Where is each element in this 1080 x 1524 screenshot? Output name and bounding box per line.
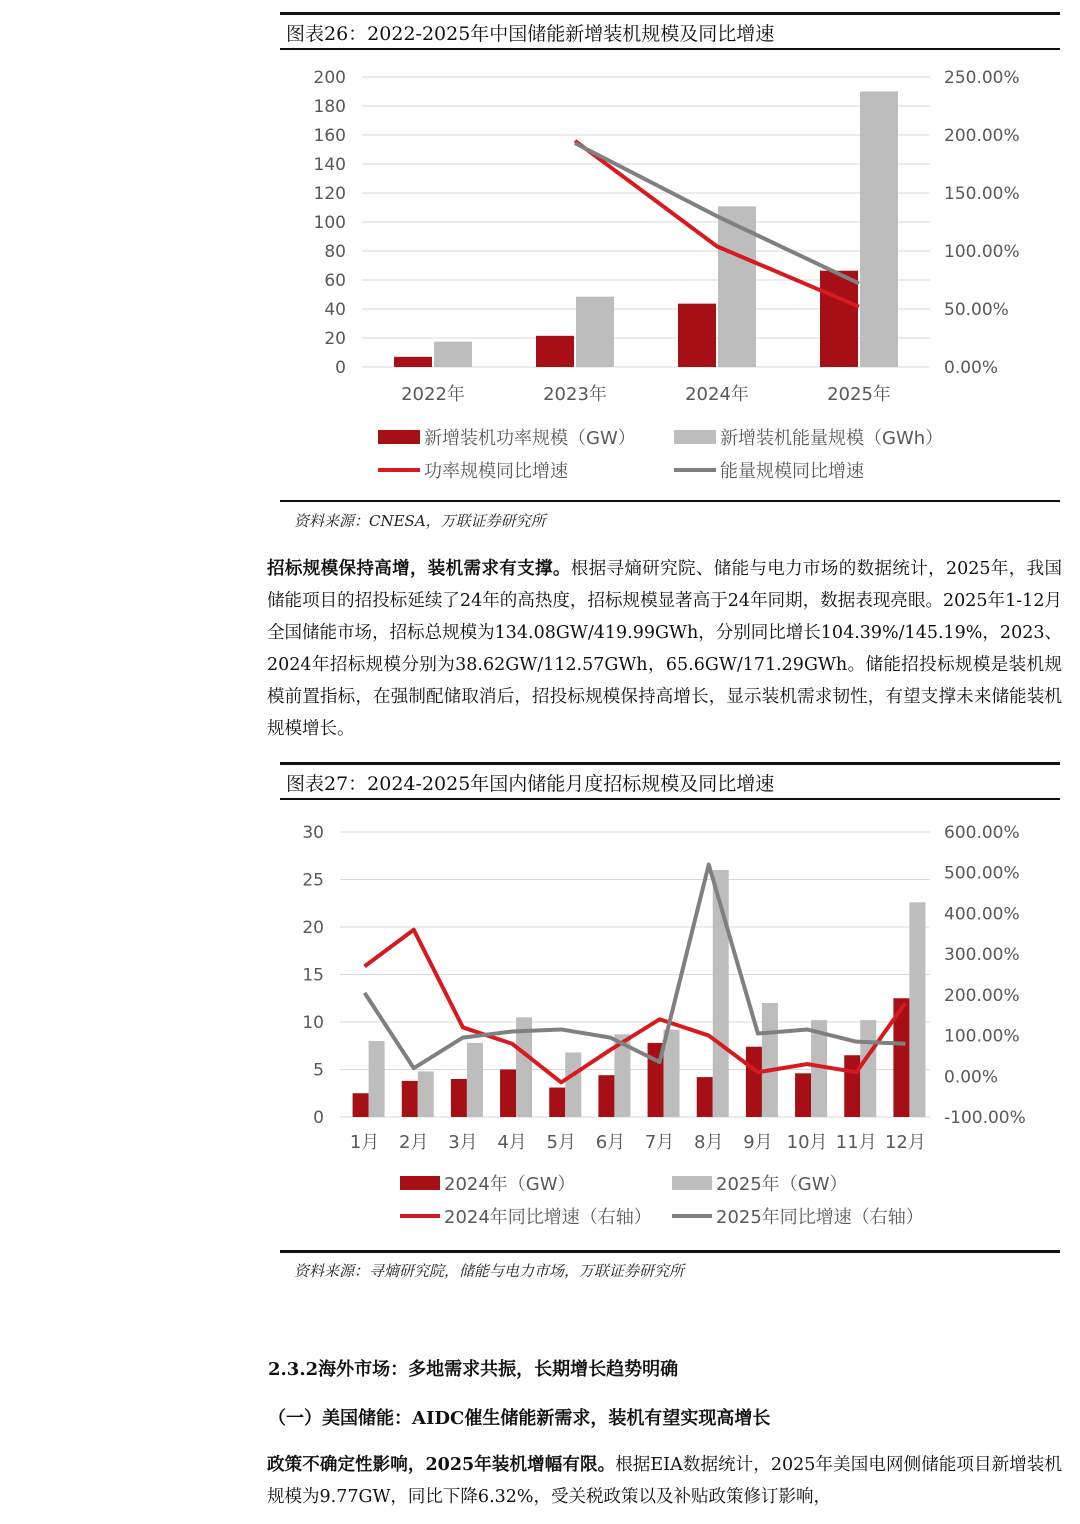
x-tick-label: 2023年 [543, 384, 607, 405]
y-tick-label: 30 [302, 823, 324, 843]
paragraph-us-storage [267, 1449, 1062, 1513]
bar-series1 [549, 1088, 565, 1117]
bar-series1 [844, 1055, 860, 1117]
section-heading: 2.3.2海外市场：多地需求共振，长期增长趋势明确 [268, 1359, 679, 1380]
y2-tick-label: 150.00% [944, 184, 1020, 204]
bar-series1 [697, 1077, 713, 1117]
legend-label: 新增装机功率规模（GW） [424, 428, 636, 449]
y-tick-label: 20 [302, 918, 324, 938]
y-tick-label: 20 [324, 329, 346, 349]
x-tick-label: 10月 [786, 1132, 828, 1153]
y-tick-label: 40 [324, 300, 346, 320]
x-tick-label: 5月 [546, 1132, 576, 1153]
y-tick-label: 25 [302, 870, 324, 891]
legend-label: 2025年同比增速（右轴） [716, 1207, 924, 1228]
bar-series1 [353, 1093, 369, 1117]
figure27-bottom-rule [280, 1250, 1060, 1253]
x-tick-label: 2024年 [685, 384, 749, 405]
figure26-source: 资料来源：CNESA，万联证券研究所 [294, 512, 546, 530]
legend-label: 2024年（GW） [444, 1174, 576, 1195]
bar-series2 [860, 1020, 876, 1117]
y-tick-label: 180 [313, 97, 346, 117]
x-tick-label: 2022年 [401, 384, 465, 405]
bar-series2 [860, 92, 898, 368]
y-tick-label: 0 [313, 1108, 324, 1128]
figure26-top-rule [280, 12, 1060, 15]
y-tick-label: 0 [335, 358, 346, 378]
legend-label: 新增装机能量规模（GWh） [720, 428, 944, 449]
y2-tick-label: 0.00% [944, 1067, 999, 1088]
paragraph-bidding-lead: 招标规模保持高增，装机需求有支撑。 [267, 559, 571, 579]
bar-series2 [762, 1003, 778, 1117]
y2-tick-label: 250.00% [944, 68, 1020, 88]
x-tick-label: 2月 [399, 1132, 429, 1153]
figure26-title: 图表26：2022-2025年中国储能新增装机规模及同比增速 [286, 23, 775, 45]
y-tick-label: 60 [324, 271, 346, 291]
y2-tick-label: -100.00% [944, 1108, 1026, 1128]
x-tick-label: 4月 [497, 1132, 527, 1153]
y2-tick-label: 100.00% [944, 242, 1020, 262]
figure26-bottom-rule [280, 500, 1060, 502]
x-tick-label: 1月 [349, 1132, 380, 1153]
bar-series1 [536, 336, 574, 367]
paragraph-us-body: 根据EIA数据统计，2025年美国电网侧储能项目新增装机规模为9.77GW，同比下降6.32%，受关税政策以及补贴政策修订影响， [267, 1455, 1062, 1507]
legend-label: 功率规模同比增速 [424, 461, 568, 482]
x-tick-label: 6月 [595, 1132, 626, 1153]
y-tick-label: 5 [313, 1060, 324, 1081]
bar-series1 [795, 1073, 811, 1117]
legend-label: 2025年（GW） [716, 1174, 848, 1195]
bar-series2 [369, 1041, 385, 1117]
y-tick-label: 100 [313, 213, 346, 233]
bar-series2 [909, 902, 925, 1117]
bar-series1 [820, 271, 858, 367]
bar-series2 [418, 1071, 434, 1117]
bar-series1 [500, 1070, 516, 1118]
legend-label: 2024年同比增速（右轴） [444, 1207, 652, 1228]
legend-swatch-bar [672, 1176, 712, 1190]
y-tick-label: 120 [313, 184, 346, 204]
x-tick-label: 11月 [835, 1132, 877, 1153]
x-tick-label: 2025年 [827, 384, 891, 405]
section-subheading: （一）美国储能：AIDC催生储能新需求，装机有望实现高增长 [268, 1408, 771, 1429]
y2-tick-label: 200.00% [944, 985, 1020, 1006]
y2-tick-label: 0.00% [944, 358, 999, 378]
y2-tick-label: 400.00% [944, 904, 1020, 925]
x-tick-label: 7月 [644, 1132, 675, 1153]
figure26-chart [0, 40, 1080, 500]
y-tick-label: 160 [313, 126, 346, 146]
y-tick-label: 15 [302, 965, 324, 986]
paragraph-bidding-body: 根据寻熵研究院、储能与电力市场的数据统计，2025年，我国储能项目的招投标延续了24年的高热度，招标规模显著高于24年同期，数据表现亮眼。2025年1-12月全国储能市场，招标总规模为134.08GW/419.99GWh，分别同比增长104.39%/145.19%，2023、2024年招标规模分别为38.62GW/112.57GWh，65.6GW/171.29GWh。储能招投标规模是装机规模前置指标，在强制配储取消后，招投标规模保持高增长，显示装机需求韧性，有望支撑未来储能装机规模增长。 [267, 559, 1062, 739]
y-tick-label: 10 [302, 1013, 324, 1033]
bar-series1 [402, 1081, 418, 1117]
legend-swatch-bar [378, 430, 420, 444]
bar-series2 [565, 1052, 581, 1117]
figure27-top-rule [280, 762, 1060, 765]
x-tick-label: 9月 [743, 1132, 773, 1153]
legend-swatch-bar [400, 1176, 440, 1190]
bar-series1 [678, 304, 716, 367]
y2-tick-label: 300.00% [944, 945, 1020, 966]
bar-series2 [434, 342, 472, 367]
y-tick-label: 140 [313, 155, 346, 175]
bar-series1 [598, 1075, 614, 1117]
x-tick-label: 8月 [694, 1132, 724, 1153]
x-tick-label: 3月 [448, 1132, 478, 1153]
paragraph-bidding [267, 553, 1062, 745]
y2-tick-label: 100.00% [944, 1026, 1020, 1047]
bar-series1 [394, 357, 432, 367]
bar-series1 [746, 1047, 762, 1117]
bar-series2 [467, 1043, 483, 1117]
y-tick-label: 200 [313, 68, 346, 88]
y2-tick-label: 600.00% [944, 823, 1020, 843]
bar-series1 [451, 1079, 467, 1117]
x-tick-label: 12月 [884, 1132, 926, 1153]
bar-series2 [576, 297, 614, 367]
figure27-chart [0, 800, 1080, 1250]
paragraph-us-lead: 政策不确定性影响，2025年装机增幅有限。 [267, 1455, 616, 1475]
figure27-title: 图表27：2024-2025年国内储能月度招标规模及同比增速 [286, 773, 775, 795]
y2-tick-label: 50.00% [944, 300, 1009, 320]
legend-label: 能量规模同比增速 [720, 461, 864, 482]
figure27-source: 资料来源：寻熵研究院，储能与电力市场，万联证券研究所 [294, 1262, 685, 1280]
y2-tick-label: 500.00% [944, 863, 1020, 884]
y-tick-label: 80 [324, 242, 346, 262]
legend-swatch-bar [674, 430, 716, 444]
y2-tick-label: 200.00% [944, 126, 1020, 146]
